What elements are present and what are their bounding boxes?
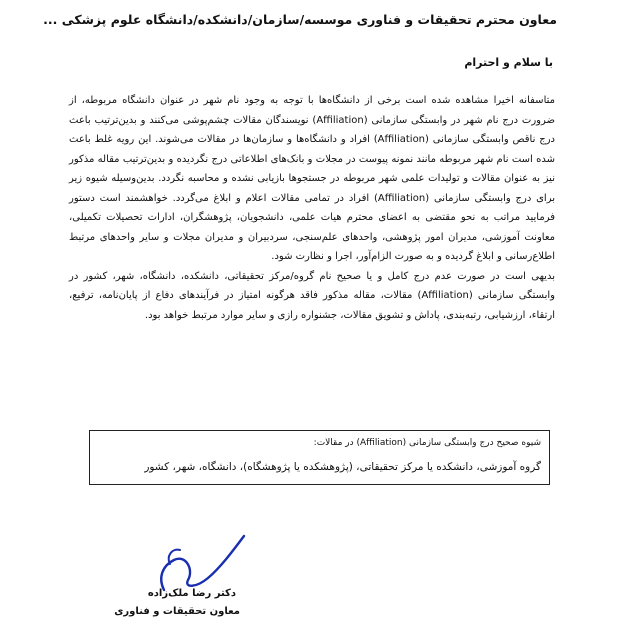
body-paragraph: متاسفانه اخیرا مشاهده شده است برخی از دانشگاه‌ها با توجه به وجود نام شهر در عنوان دانشگاه مربوطه، از ضرورت درج نام شهر در وابستگی سازمانی (Affiliation) نویسندگان مقالات چشم‌پوشی می‌کنند و بدین‌ترتیب باعث درج ناقص وابستگی سازمانی (Affiliation) افراد و دانشگاه‌ها و سازمان‌ها در مقالات می‌شوند. این رویه غلط باعث شده است نام شهر مربوطه مانند نمونه پیوست در مجلات و بانک‌های اطلاعاتی درج نگردیده و بدین‌ترتیب مقاله مذکور نیز به عنوان مقالات و تولیدات علمی شهر مربوطه در جستجوها بازیابی نشده و محاسبه نگردد. بدین‌وسیله شیوه زیر برای درج وابستگی سازمانی (Affiliation) افراد در تمامی مقالات اعلام و ابلاغ می‌گردد. خواهشمند است دستور فرمایید مراتب به نحو مقتضی به اعضای محترم هیات علمی، دانشجویان، پژوهشگران، ادارات تحصیلات تکمیلی، معاونت آموزشی، مدیران امور پژوهشی، واحدهای علم‌سنجی، سردبیران و مدیران مجلات و سایر واحدهای مرتبط اطلاع‌رسانی و ابلاغ گردیده و به صورت الزام‌آور، اجرا و نظارت شود. bbox=[69, 95, 555, 262]
signature-block bbox=[114, 530, 260, 630]
affiliation-format: گروه آموزشی، دانشکده یا مرکز تحقیقاتی، (پژوهشکده یا پژوهشگاه)، دانشگاه، شهر، کشور bbox=[144, 461, 541, 473]
letter-greeting: با سلام و احترام bbox=[464, 56, 553, 69]
letter-body bbox=[69, 91, 555, 325]
letter-heading: معاون محترم تحقیقات و فناوری موسسه/سازمان/دانشکده/دانشگاه علوم پزشکی ... bbox=[43, 12, 557, 27]
signatory-title: معاون تحقیقات و فناوری bbox=[114, 606, 240, 617]
signatory-name: دکتر رضا ملک‌زاده bbox=[147, 588, 236, 599]
affiliation-box bbox=[89, 430, 550, 485]
body-paragraph: بدیهی است در صورت عدم درج کامل و یا صحیح نام گروه/مرکز تحقیقاتی، دانشکده، دانشگاه، شهر، کشور در وابستگی سازمانی (Affiliation) مقالات، مقاله مذکور فاقد هرگونه امتیاز در فرآیندهای دفاع از پایان‌نامه، ترفیع، ارتقاء، ارزشیابی، رتبه‌بندی، پاداش و تشویق مقالات، جشنواره رازی و سایر موارد مرتبط خواهد بود. bbox=[69, 270, 555, 321]
affiliation-box-title: شیوه صحیح درج وابستگی سازمانی (Affiliation) در مقالات: bbox=[313, 438, 541, 448]
